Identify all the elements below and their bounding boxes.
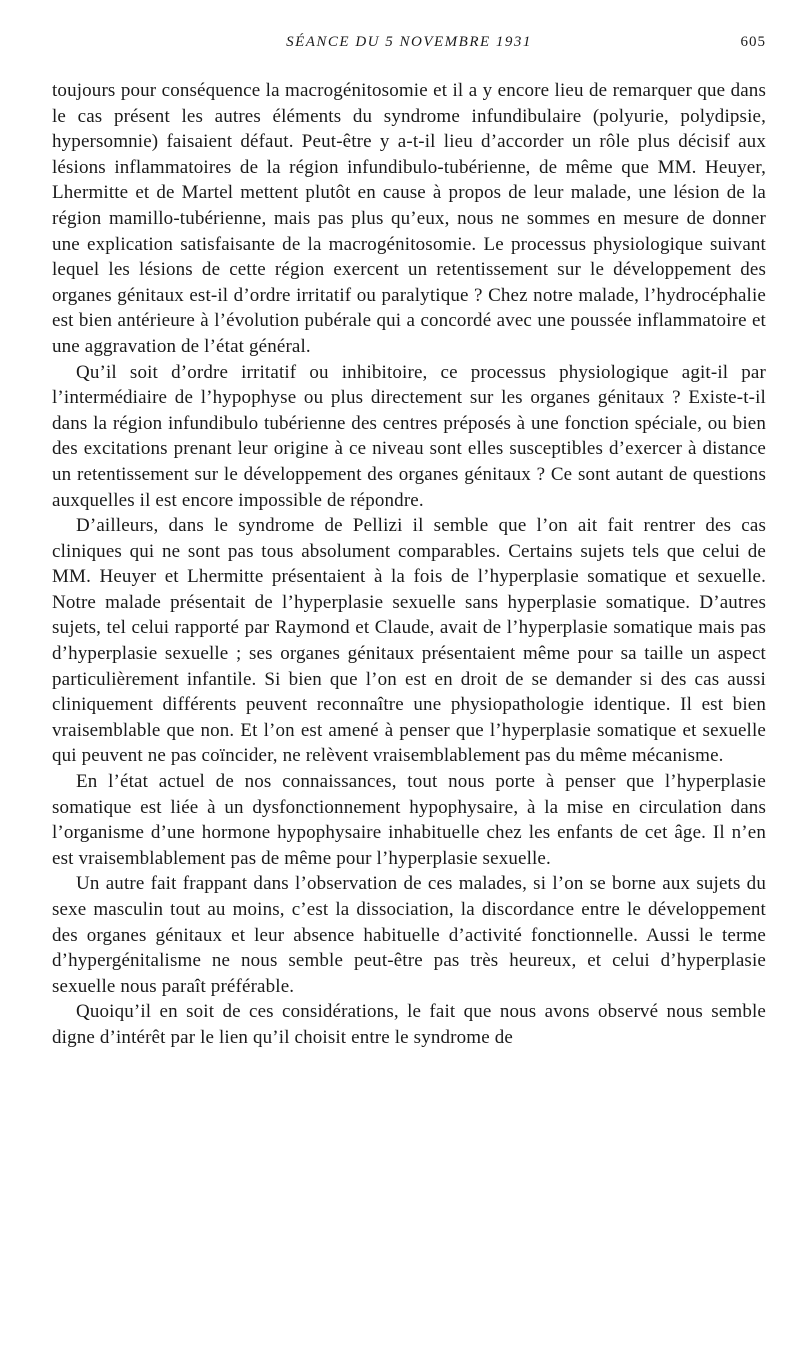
paragraph-5: Un autre fait frappant dans l’observation de ces malades, si l’on se borne aux sujets du sexe masculin tout au moins, c’est la dissociation, la discordance entre le développement des organes génitaux et leur absence habituelle d’activité fonctionnelle. Aussi le terme d’hypergénitalisme ne nous semble peut-être pas très heureux, et celui d’hyperplasie sexuelle nous paraît préférable.	[52, 873, 766, 997]
paragraph-1: toujours pour conséquence la macrogénitosomie et il a y encore lieu de remarquer que dans le cas présent les autres éléments du syndrome infundibulaire (polyurie, polydipsie, hypersomnie) faisaient défaut. Peut-être y a-t-il lieu d’accorder un rôle plus décisif aux lésions inflammatoires de la région infundibulo-tubérienne, de même que MM. Heuyer, Lhermitte et de Martel mettent plutôt en cause à propos de leur malade, une lésion de la région mamillo-tubérienne, mais pas plus qu’eux, nous ne sommes en mesure de donner une explication satisfaisante de la macrogénitosomie. Le processus physiologique suivant lequel les lésions de cette région exercent un retentissement sur le développement des organes génitaux est-il d’ordre irritatif ou paralytique ? Chez notre malade, l’hydrocéphalie est bien antérieure à l’évolution pubérale qui a concordé avec une poussée inflammatoire et une aggravation de l’état général.	[52, 80, 766, 357]
paragraph-2: Qu’il soit d’ordre irritatif ou inhibitoire, ce processus physiologique agit-il par l’intermédiaire de l’hypophyse ou plus directement sur les organes génitaux ? Existe-t-il dans la région infundibulo tubérienne des centres préposés à une fonction spéciale, ou bien des excitations prenant leur origine à ce niveau sont elles susceptibles d’exercer à distance un retentissement sur le développement des organes génitaux ? Ce sont autant de questions auxquelles il est encore impossible de répondre.	[52, 361, 766, 511]
paragraph-6: Quoiqu’il en soit de ces considérations, le fait que nous avons observé nous semble digne d’intérêt par le lien qu’il choisit entre le syndrome de	[52, 1001, 766, 1048]
running-header	[52, 34, 766, 64]
body-text	[52, 78, 766, 1051]
page-number: 605	[740, 34, 766, 50]
paragraph-3: D’ailleurs, dans le syndrome de Pellizi il semble que l’on ait fait rentrer des cas cliniques qui ne sont pas tous absolument comparables. Certains sujets tels que celui de MM. Heuyer et Lhermitte présentaient à la fois de l’hyperplasie somatique et sexuelle. Notre malade présentait de l’hyperplasie sexuelle sans hyperplasie somatique. D’autres sujets, tel celui rapporté par Raymond et Claude, avait de l’hyperplasie somatique mais pas d’hyperplasie sexuelle ; ses organes génitaux présentaient même pour sa taille un aspect particulièrement infantile. Si bien que l’on est en droit de se demander si des cas aussi cliniquement différents peuvent reconnaître une physiopathologie identique. Il est bien vraisemblable que non. Et l’on est amené à penser que l’hyperplasie somatique et sexuelle qui peuvent ne pas coïncider, ne relèvent vraisemblablement pas du même mécanisme.	[52, 515, 766, 767]
document-page	[52, 34, 766, 1051]
paragraph-4: En l’état actuel de nos connaissances, tout nous porte à penser que l’hyperplasie somatique est liée à un dysfonctionnement hypophysaire, à la mise en circulation dans l’organisme d’une hormone hypophysaire inhabituelle chez les enfants de cet âge. Il n’en est vraisemblablement pas de même pour l’hyperplasie sexuelle.	[52, 771, 766, 869]
running-title: SÉANCE DU 5 NOVEMBRE 1931	[286, 34, 532, 50]
